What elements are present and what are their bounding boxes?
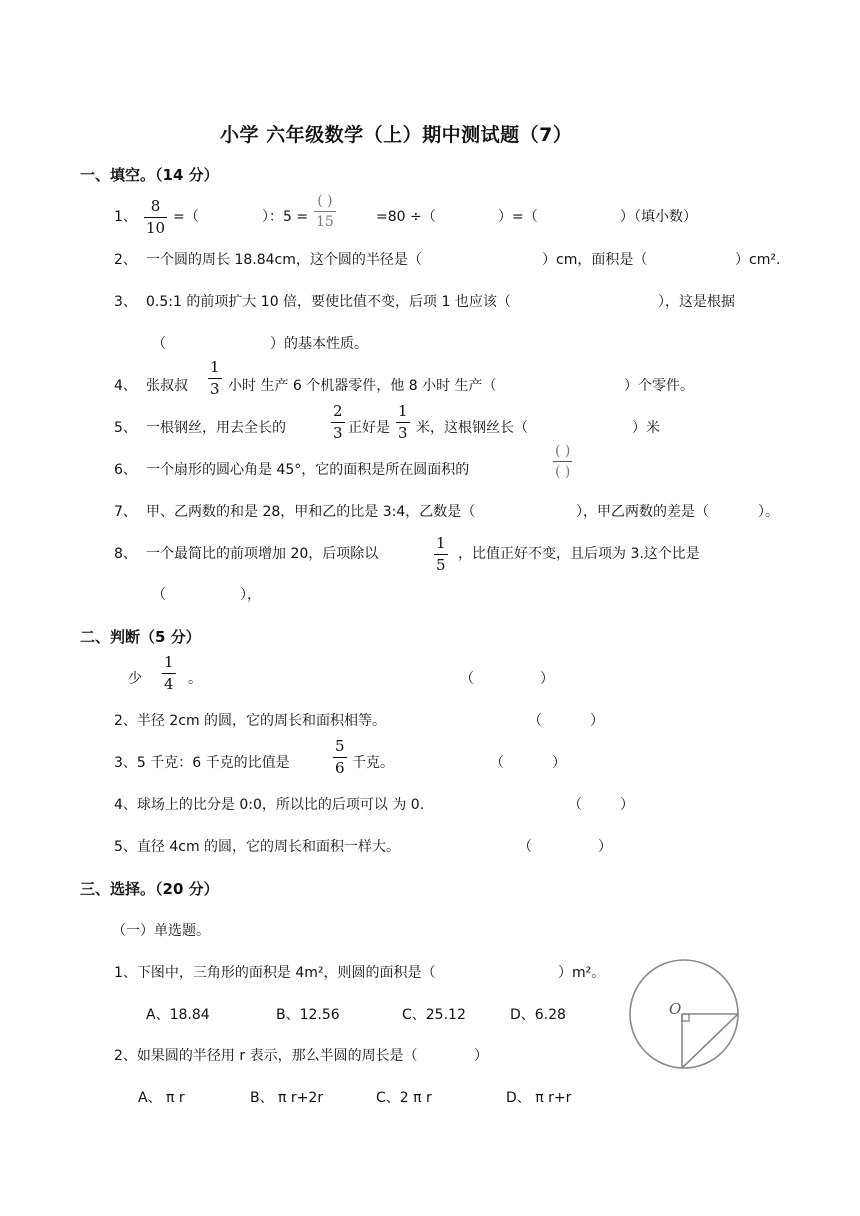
fraction-blank-15 (314, 194, 336, 229)
mc1-option-d: D、6.28 (510, 1007, 566, 1023)
center-label-o: O (669, 1000, 682, 1018)
tf5-paren-close: ） (598, 839, 612, 855)
q1-text-b: ）：5 = (262, 209, 309, 225)
fraction-denominator: 5 (436, 556, 446, 574)
page-title: 小学 六年级数学（上）期中测试题（7） (220, 124, 573, 146)
q1-text-a: =（ (173, 209, 199, 225)
section-heading-choice: 三、选择。（20 分） (80, 880, 219, 898)
q7-text-b: ），甲乙两数的差是（ (576, 504, 709, 520)
tf5-text: 5、直径 4cm 的圆，它的周长和面积一样大。 (114, 839, 401, 855)
question-number: 7、 (114, 504, 137, 520)
tf3-text-a: 3、5 千克：6 千克的比值是 (114, 755, 290, 771)
mc1-option-b: B、12.56 (276, 1007, 340, 1023)
tf4-text: 4、球场上的比分是 0:0，所以比的后项可以 为 0. (114, 797, 425, 813)
fraction-1-4 (162, 655, 176, 692)
q4-text-c: ）个零件。 (624, 378, 694, 394)
q5-text-a: 一根钢丝，用去全长的 (146, 420, 286, 436)
fraction-denominator: 15 (314, 211, 336, 229)
q2-text-a: 一个圆的周长 18.84cm，这个圆的半径是（ (146, 252, 422, 268)
fraction-numerator-blank: ( ) (555, 443, 571, 459)
tf1-text-b: 。 (188, 671, 202, 687)
mc1-option-c: C、25.12 (402, 1007, 466, 1023)
fraction-denominator: 3 (398, 424, 408, 442)
tf2-text: 2、半径 2cm 的圆，它的周长和面积相等。 (114, 713, 387, 729)
fraction-8-10 (144, 199, 167, 236)
tf1-text-a: 少 (128, 671, 142, 687)
tf1-paren-open: （ (460, 671, 474, 687)
mc1-text-a: 1、下图中，三角形的面积是 4m²，则圆的面积是（ (114, 965, 436, 981)
section-heading-true-false: 二、判断（5 分） (80, 628, 201, 646)
subsection-single-choice: （一）单选题。 (112, 923, 210, 939)
question-number: 8、 (114, 546, 137, 562)
fraction-numerator: 1 (436, 534, 446, 552)
q5-text-d: ）米 (632, 420, 660, 436)
tf5-paren-open: （ (518, 839, 532, 855)
section-heading-fill-blank: 一、填空。（14 分） (80, 166, 219, 184)
q8-text-b: ，比值正好不变，且后项为 3.这个比是 (458, 546, 700, 562)
question-number: 2、 (114, 252, 137, 268)
fraction-numerator: 8 (150, 197, 161, 215)
fraction-1-5 (434, 536, 448, 573)
question-number: 6、 (114, 462, 137, 478)
mc2-text-a: 2、如果圆的半径用 r 表示，那么半圆的周长是（ (114, 1048, 418, 1064)
mc1-option-a: A、18.84 (146, 1007, 210, 1023)
q4-text-a: 张叔叔 (146, 378, 188, 394)
q7-text-c: ）。 (758, 504, 779, 520)
tf3-paren-close: ） (552, 755, 566, 771)
fraction-1-3 (396, 404, 410, 441)
right-angle-marker (682, 1014, 689, 1021)
tf1-paren-close: ） (540, 671, 554, 687)
fraction-numerator: 5 (335, 737, 345, 755)
fraction-5-6 (333, 739, 347, 776)
fraction-denominator: 10 (146, 219, 166, 237)
fraction-denominator: 6 (335, 759, 345, 777)
q2-text-c: ）cm². (735, 252, 781, 268)
question-number: 4、 (114, 378, 137, 394)
mc2-text-b: ） (474, 1048, 488, 1064)
q1-text-e: ）（填小数） (620, 209, 697, 225)
q8-text-c: （ (152, 587, 166, 603)
tf2-paren-close: ） (590, 713, 604, 729)
q3-text-d: ）的基本性质。 (270, 336, 368, 352)
fraction-blank-blank (553, 444, 572, 479)
fraction-numerator-blank: ( ) (317, 193, 333, 209)
q7-text-a: 甲、乙两数的和是 28，甲和乙的比是 3:4，乙数是（ (146, 504, 476, 520)
tf3-text-b: 千克。 (352, 755, 394, 771)
fraction-1-3 (208, 360, 222, 397)
fraction-2-3 (331, 404, 345, 441)
q3-text-b: ），这是根据 (658, 294, 735, 310)
question-number: 3、 (114, 294, 137, 310)
mc2-option-c: C、2 π r (376, 1090, 432, 1106)
q4-text-b: 小时 生产 6 个机器零件，他 8 小时 生产（ (228, 378, 497, 394)
q1-text-d: ）=（ (498, 209, 538, 225)
question-number: 1、 (114, 209, 137, 225)
fraction-denominator: 4 (164, 675, 174, 693)
fraction-numerator: 1 (164, 653, 174, 671)
q2-text-b: ）cm，面积是（ (542, 252, 648, 268)
q8-text-d: ）， (240, 587, 261, 603)
fraction-numerator: 1 (398, 402, 408, 420)
q3-text-a: 0.5:1 的前项扩大 10 倍，要使比值不变，后项 1 也应该（ (146, 294, 511, 310)
question-number: 5、 (114, 420, 137, 436)
mc2-option-d: D、 π r+r (506, 1090, 572, 1106)
q3-text-c: （ (152, 336, 166, 352)
circle-triangle-figure (626, 956, 742, 1072)
q6-text-a: 一个扇形的圆心角是 45°，它的面积是所在圆面积的 (146, 462, 470, 478)
mc2-option-b: B、 π r+2r (250, 1090, 324, 1106)
fraction-denominator: 3 (210, 380, 220, 398)
tf2-paren-open: （ (528, 713, 542, 729)
tf3-paren-open: （ (490, 755, 504, 771)
mc2-option-a: A、 π r (138, 1090, 185, 1106)
tf4-paren-open: （ (568, 797, 582, 813)
tf4-paren-close: ） (620, 797, 634, 813)
fraction-numerator: 1 (210, 358, 220, 376)
fraction-denominator-blank: ( ) (553, 461, 572, 479)
mc1-text-b: ）m²。 (558, 965, 606, 981)
q5-text-b: 正好是 (348, 420, 390, 436)
fraction-numerator: 2 (333, 402, 343, 420)
q5-text-c: 米，这根钢丝长（ (416, 420, 528, 436)
q8-text-a: 一个最简比的前项增加 20，后项除以 (146, 546, 379, 562)
q1-text-c: =80 ÷（ (376, 209, 436, 225)
triangle-hypotenuse (682, 1014, 738, 1068)
fraction-denominator: 3 (333, 424, 343, 442)
